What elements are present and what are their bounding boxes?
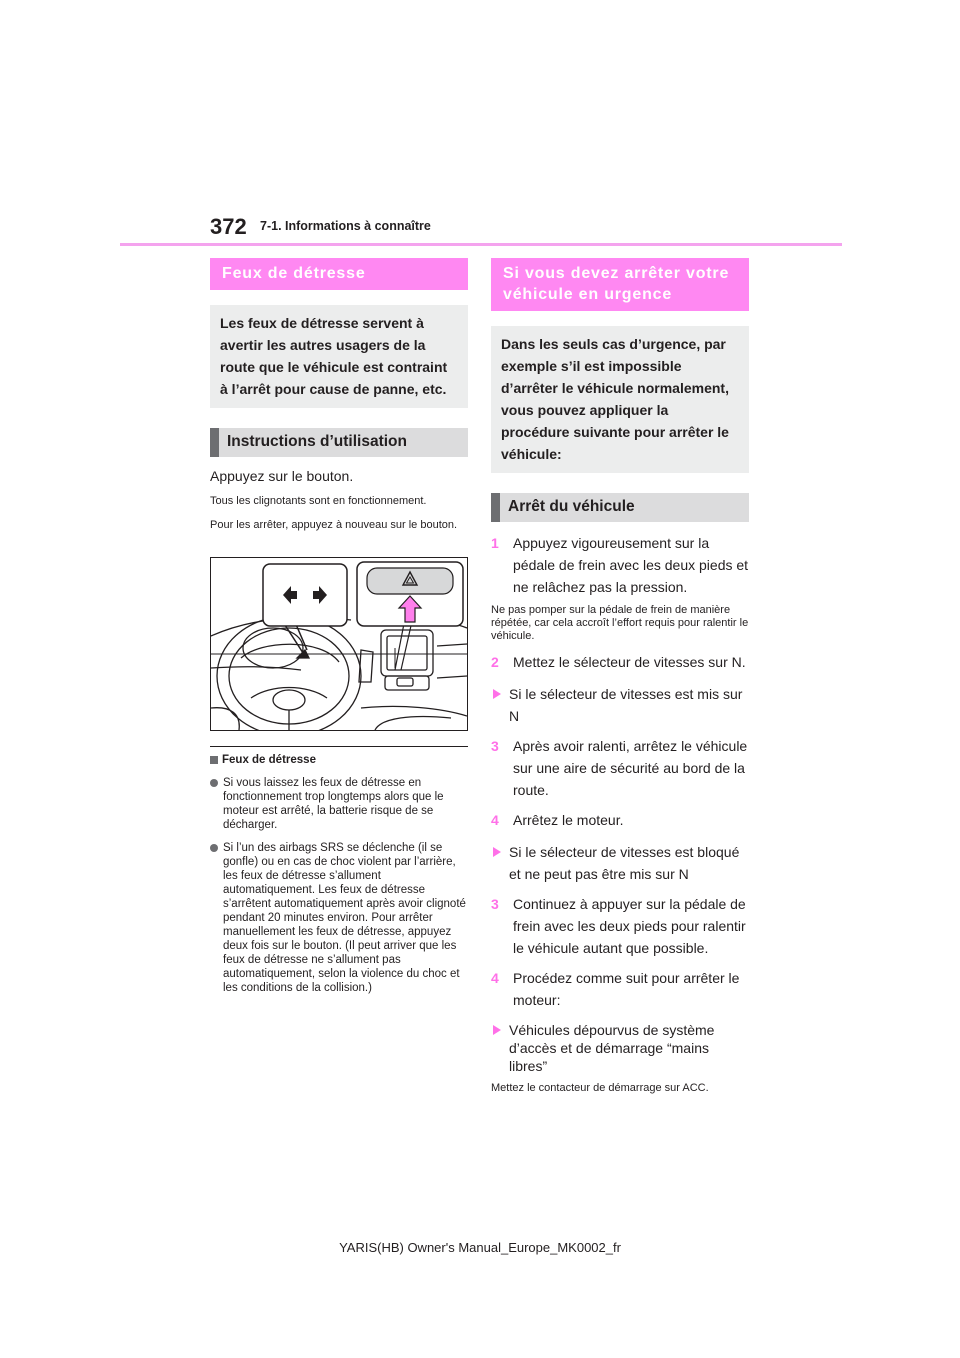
step-item: 2 Mettez le sélecteur de vitesses sur N.	[491, 654, 746, 670]
step-item: 4 Arrêtez le moteur.	[491, 812, 624, 828]
notes-divider	[210, 746, 468, 747]
notes-column-left	[210, 746, 468, 995]
case-note: Mettez le contacteur de démarrage sur ACC.	[491, 1082, 709, 1094]
right-column	[491, 258, 749, 1095]
left-column	[210, 258, 468, 535]
instruction-note: Pour les arrêter, appuyez à nouveau sur le bouton.	[210, 519, 458, 531]
circle-bullet-icon	[210, 844, 218, 852]
case-item: Si le sélecteur de vitesses est bloqué et ne peut pas être mis sur N	[491, 841, 749, 885]
arrow-bullet-icon	[493, 847, 501, 857]
step-note: Ne pas pomper sur la pédale de frein de manière répétée, car cela accroît l’effort requis pour ralentir le véhicule.	[491, 604, 749, 642]
note-bullet: Si vous laissez les feux de détresse en fonctionnement trop longtemps alors que le moteur est arrêté, la batterie risque de se décharger.	[210, 776, 468, 832]
dashboard-illustration	[210, 557, 468, 731]
intro-box: Les feux de détresse servent à avertir les autres usagers de la route que le véhicule est contraint à l’arrêt pour cause de panne, etc.	[210, 305, 468, 408]
notes-heading: Feux de détresse	[210, 753, 468, 767]
circle-bullet-icon	[210, 779, 218, 787]
instruction-note: Tous les clignotants sont en fonctionnement.	[210, 495, 427, 507]
section-heading-hazard: Feux de détresse	[210, 258, 468, 290]
footer: YARIS(HB) Owner's Manual_Europe_MK0002_fr	[339, 1240, 621, 1255]
step-item: 1 Appuyez vigoureusement sur la pédale de frein avec les deux pieds et ne relâchez pas la pression.	[491, 535, 749, 595]
case-item: Véhicules dépourvus de système d’accès et de démarrage “mains libres”	[491, 1021, 749, 1075]
page-number: 372	[210, 214, 247, 239]
subheading-instructions: Instructions d’utilisation	[210, 428, 468, 457]
arrow-bullet-icon	[493, 689, 501, 699]
header-rule	[120, 243, 842, 246]
instruction-text: Appuyez sur le bouton.	[210, 468, 354, 484]
subheading-vehicle-stop: Arrêt du véhicule	[491, 493, 749, 522]
note-bullet: Si l’un des airbags SRS se déclenche (il se gonfle) ou en cas de choc violent par l’arrière, les feux de détresse s’allument automatiquement. Les feux de détresse s’arrêtent automatiquement après avoir clignoté pendant 20 minutes environ. Pour arrêter manuellement les feux de détresse, appuyez deux fois sur le bouton. (Il peut arriver que les feux de détresse ne s’allument pas automatiquement, selon la violence du choc et les conditions de la collision.)	[210, 841, 468, 995]
step-item: 4 Procédez comme suit pour arrêter le moteur:	[491, 970, 740, 1008]
section-reference: 7-1. Informations à connaître	[260, 219, 431, 233]
step-item: 3 Après avoir ralenti, arrêtez le véhicule sur une aire de sécurité au bord de la route.	[491, 738, 748, 798]
square-bullet-icon	[210, 756, 218, 764]
intro-box: Dans les seuls cas d’urgence, par exemple s’il est impossible d’arrêter le véhicule normalement, vous pouvez appliquer la procédure suivante pour arrêter le véhicule:	[491, 326, 749, 473]
section-heading-emergency-stop: Si vous devez arrêter votre véhicule en urgence	[491, 258, 749, 311]
step-item: 3 Continuez à appuyer sur la pédale de frein avec les deux pieds pour ralentir le véhicule autant que possible.	[491, 896, 746, 956]
arrow-bullet-icon	[493, 1025, 501, 1035]
case-item: Si le sélecteur de vitesses est mis sur N	[491, 683, 749, 727]
